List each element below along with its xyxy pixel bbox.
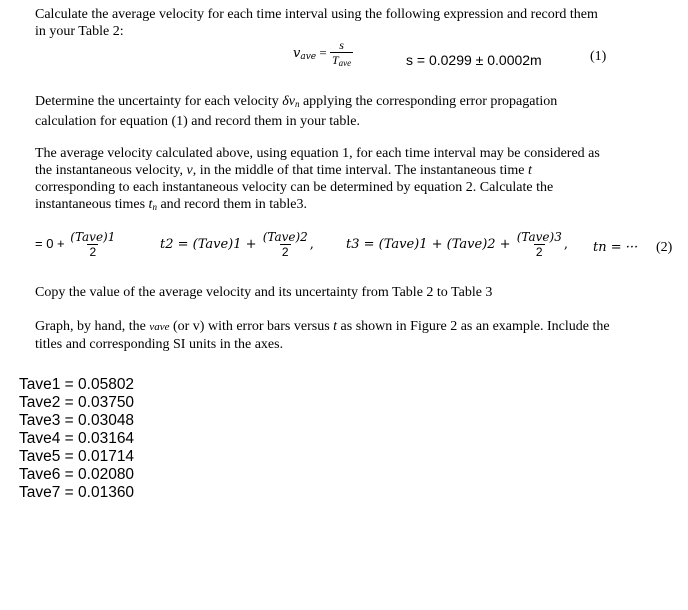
uncertainty-line-1: Determine the uncertainty for each velocity $\delta v_n$ applying the corresponding error propagation: [35, 94, 558, 109]
avg-line-1: The average velocity calculated above, using equation 1, for each time interval may be considered as: [35, 146, 600, 161]
eq2-part-3: t3 = (Tave)1 + (Tave)2 + $\frac{\text{(Tave)3}}{2}$ ,: [346, 230, 568, 259]
graph-paragraph: [35, 318, 610, 353]
tave-value: Tave3 = 0.03048: [19, 412, 135, 429]
eq2-part-4: tn = ···: [593, 240, 639, 255]
tave-value: Tave5 = 0.01714: [19, 448, 135, 465]
equation-1: [293, 38, 353, 70]
uncertainty-line-2: calculation for equation (1) and record them in your table.: [35, 114, 360, 129]
intro-paragraph: [35, 6, 598, 40]
eq2-part-1: = 0 + $\frac{\text{(Tave)1}}{2}$: [35, 230, 116, 259]
tave-values-list: [19, 376, 134, 502]
graph-line-1: Graph, by hand, the vave (or v) with error bars versus t as shown in Figure 2 as an example. Include the: [35, 319, 610, 334]
average-velocity-paragraph: [35, 145, 600, 216]
s-value: s = 0.0299 ± 0.0002m: [406, 52, 542, 68]
graph-line-2: titles and corresponding SI units in the axes.: [35, 337, 284, 352]
avg-line-3: corresponding to each instantaneous velocity can be determined by equation 2. Calculate the: [35, 180, 554, 195]
eq1-number: (1): [590, 49, 607, 64]
copy-line: Copy the value of the average velocity and its uncertainty from Table 2 to Table 3: [35, 285, 493, 300]
intro-line-2: in your Table 2:: [35, 24, 124, 39]
tave-value: Tave4 = 0.03164: [19, 430, 135, 447]
tave-value: Tave2 = 0.03750: [19, 394, 135, 411]
eq1-lhs: $v_{ave}$: [293, 45, 317, 62]
intro-line-1: Calculate the average velocity for each time interval using the following expression and record them: [35, 7, 598, 22]
eq1-denominator-sub: ave: [338, 58, 352, 68]
tave-value: Tave7 = 0.01360: [19, 484, 135, 501]
eq1-equals: =: [319, 44, 327, 60]
eq2-number: (2): [656, 240, 673, 255]
uncertainty-paragraph: [35, 93, 557, 130]
eq1-denominator: T: [331, 53, 339, 67]
tave-value: Tave6 = 0.02080: [19, 466, 135, 483]
tave-value: Tave1 = 0.05802: [19, 376, 135, 393]
eq2-part-2: t2 = (Tave)1 + $\frac{\text{(Tave)2}}{2}$ ,: [160, 230, 314, 259]
avg-line-4: instantaneous times $t_n$ and record them in table3.: [35, 197, 307, 212]
eq1-fraction: [330, 38, 353, 70]
eq1-numerator: s: [339, 38, 344, 52]
avg-line-2: the instantaneous velocity, v, in the middle of that time interval. The instantaneous time t: [35, 163, 532, 178]
